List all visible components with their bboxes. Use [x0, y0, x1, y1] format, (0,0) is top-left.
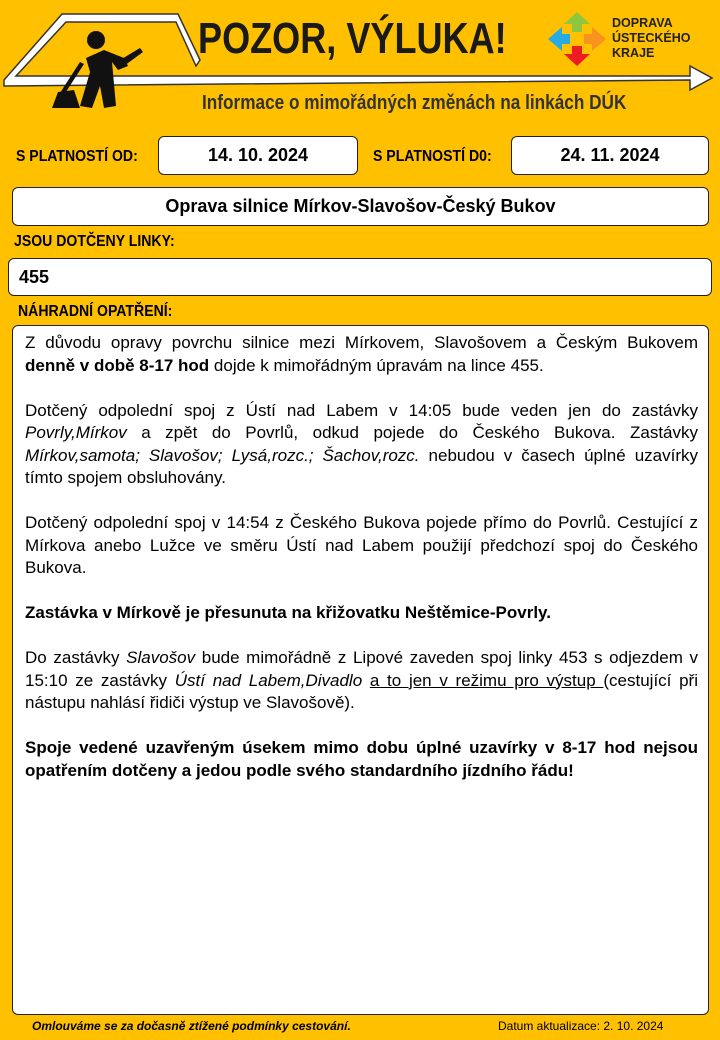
valid-from-value: 14. 10. 2024	[158, 136, 358, 175]
measures-content	[12, 325, 709, 1015]
measures-paragraph-2: Dotčený odpolední spoj z Ústí nad Labem v 14:05 bude veden jen do zastávky Povrly,Mírkov a zpět do Povrlů, odkud pojede do Českého Bukova. Zastávky Mírkov,samota; Slavošov; Lysá,rozc.; Šachov,rozc. nebudou v časech úplné uzavírky tímto spojem obsluhovány.	[25, 400, 698, 487]
affected-lines-label: JSOU DOTČENY LINKY:	[14, 233, 175, 250]
page-title: POZOR, VÝLUKA!	[198, 14, 507, 63]
measures-paragraph-3: Dotčený odpolední spoj v 14:54 z Českého Bukova pojede přímo do Povrlů. Cestující z Mírkova anebo Lužce ve směru Ústí nad Labem použijí předchozí spoj do Českého Bukova.	[25, 513, 698, 577]
valid-from-label: S PLATNOSTÍ OD:	[16, 148, 138, 165]
affected-lines-value: 455	[8, 258, 712, 296]
duk-logo-icon	[546, 10, 608, 68]
page-subtitle: Informace o mimořádných změnách na linkách DÚK	[202, 92, 627, 114]
brand-line-2: ÚSTECKÉHO	[612, 31, 691, 45]
footer-updated-date: Datum aktualizace: 2. 10. 2024	[498, 1019, 664, 1033]
closure-topic: Oprava silnice Mírkov-Slavošov-Český Bukov	[12, 187, 709, 226]
measures-label: NÁHRADNÍ OPATŘENÍ:	[18, 303, 173, 320]
footer-apology: Omlouváme se za dočasně ztížené podmínky cestování.	[32, 1019, 351, 1033]
brand-line-1: DOPRAVA	[612, 16, 673, 30]
brand-line-3: KRAJE	[612, 46, 655, 60]
measures-paragraph-5: Do zastávky Slavošov bude mimořádně z Lipové zaveden spoj linky 453 s odjezdem v 15:10 ze zastávky Ústí nad Labem,Divadlo a to jen v režimu pro výstup (cestující při nástupu nahlásí řidiči výstup ve Slavošově).	[25, 648, 698, 712]
measures-paragraph-1: Z důvodu opravy povrchu silnice mezi Mírkovem, Slavošovem a Českým Bukovem denně v době 8-17 hod dojde k mimořádným úpravám na lince 455.	[25, 333, 698, 375]
road-worker-icon	[52, 31, 143, 108]
measures-paragraph-6: Spoje vedené uzavřeným úsekem mimo dobu úplné uzavírky v 8-17 hod nejsou opatřením dotčeny a jedou podle svého standardního jízdního řádu!	[25, 738, 698, 780]
valid-to-label: S PLATNOSTÍ D0:	[373, 148, 492, 165]
brand-name	[612, 16, 690, 61]
measures-paragraph-4: Zastávka v Mírkově je přesunuta na křižovatku Neštěmice-Povrly.	[25, 603, 551, 622]
valid-to-value: 24. 11. 2024	[511, 136, 709, 175]
